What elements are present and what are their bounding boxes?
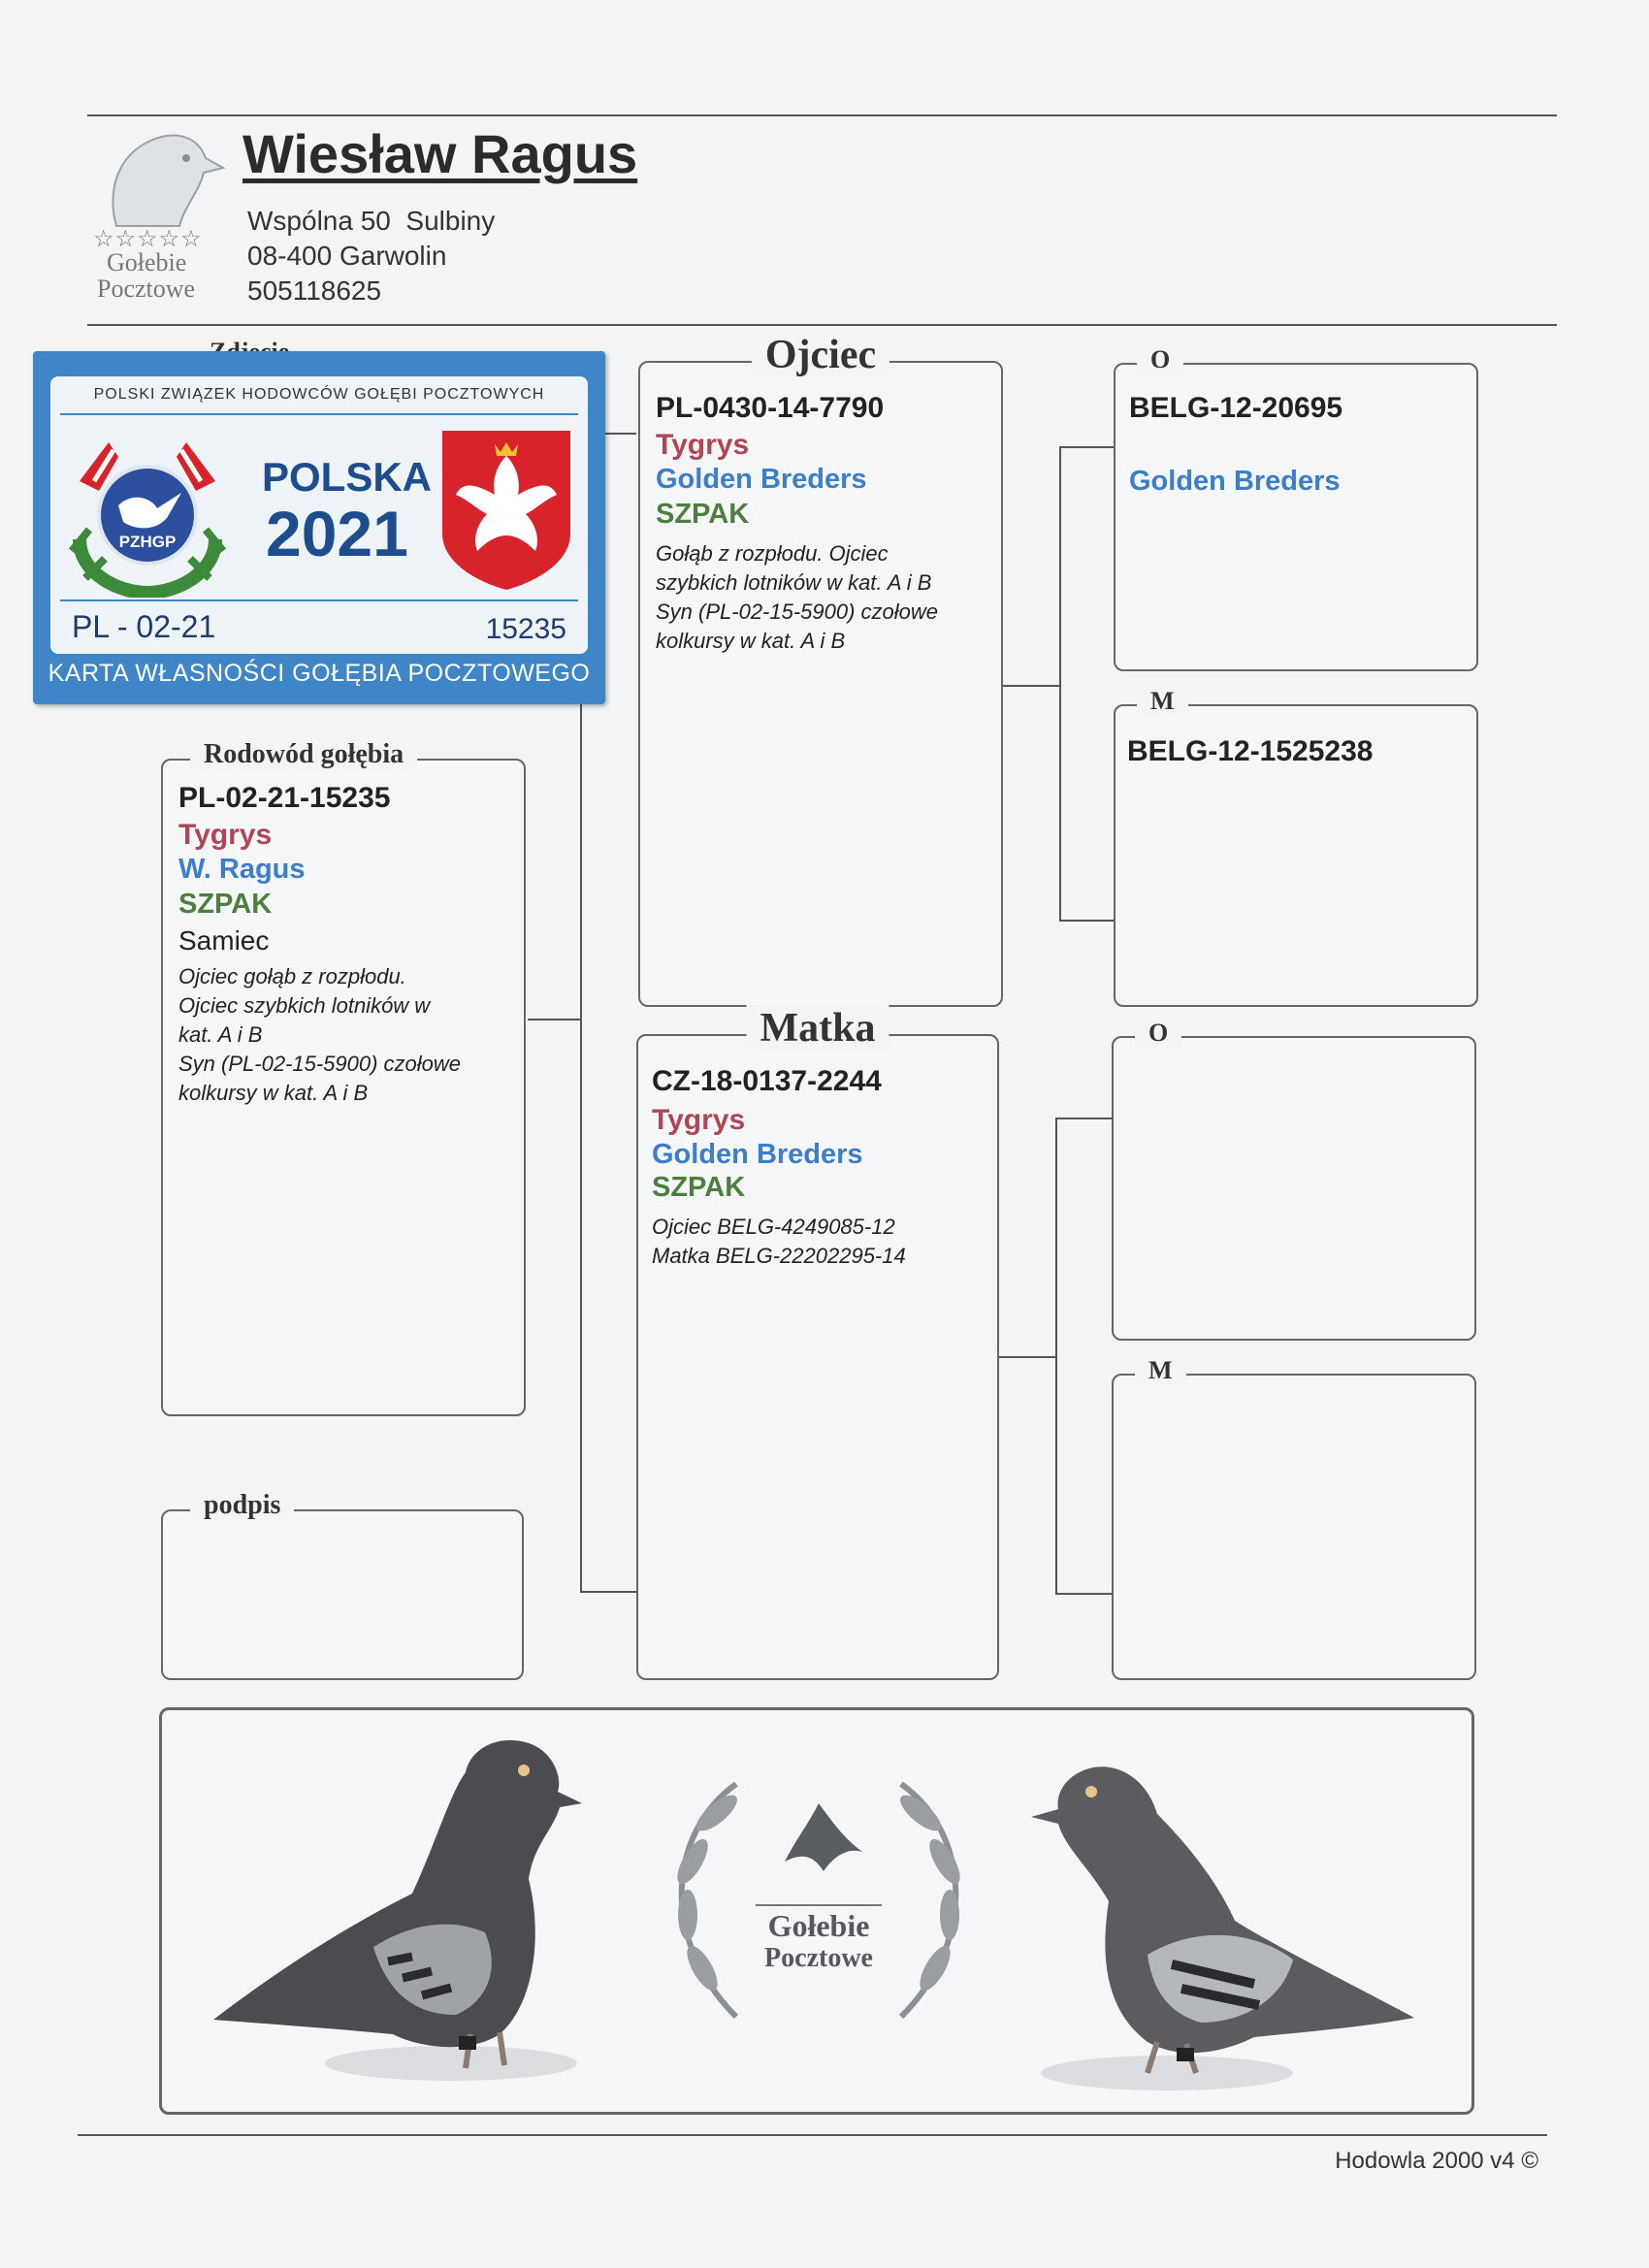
logo-text-2: Pocztowe [97, 275, 196, 303]
pigeon-breeder: W. Ragus [178, 854, 306, 885]
mf-legend: O [1135, 1019, 1181, 1048]
pigeon-note: Ojciec gołąb z rozpłodu. [178, 964, 406, 988]
owner-address-2: 08-400 Garwolin [247, 241, 447, 271]
card-association: POLSKI ZWIĄZEK HODOWCÓW GOŁĘBI POCZTOWYCH [93, 386, 545, 403]
mf-box [1112, 1019, 1476, 1341]
pigeon-box [161, 739, 526, 1416]
father-note: szybkich lotników w kat. A i B [656, 570, 932, 595]
pigeon-note: Syn (PL-02-15-5900) czołowe [178, 1052, 462, 1076]
card-footer: KARTA WŁASNOŚCI GOŁĘBIA POCZTOWEGO [48, 660, 591, 687]
pigeon-note: kolkursy w kat. A i B [178, 1081, 369, 1105]
ff-breeder: Golden Breders [1129, 466, 1341, 497]
card-inner [50, 376, 588, 654]
pzhgp-logo-text: PZHGP [118, 533, 177, 551]
footer-credit: Hodowla 2000 v4 © [1335, 2148, 1538, 2174]
header-top-rule [87, 114, 1557, 116]
signature-legend: podpis [190, 1490, 294, 1521]
connector-pigeon [528, 1019, 582, 1021]
signature-box [161, 1490, 524, 1680]
pigeon-type: SZPAK [178, 889, 273, 920]
father-note: kolkursy w kat. A i B [656, 629, 846, 653]
connector-to-mf [1055, 1118, 1112, 1119]
card-top-rule [60, 413, 578, 415]
father-breeder: Golden Breders [656, 464, 867, 495]
connector-father [1003, 685, 1061, 687]
connector-to-mother [580, 1591, 636, 1593]
card-ring-prefix: PL - 02-21 [72, 609, 216, 644]
mother-breeder: Golden Breders [652, 1139, 863, 1170]
connector-to-ff [1059, 446, 1114, 448]
connector-mother [999, 1356, 1057, 1358]
mother-legend: Matka [747, 1005, 889, 1052]
mother-color: Tygrys [652, 1104, 746, 1136]
father-note: Syn (PL-02-15-5900) czołowe [656, 599, 939, 624]
connector-to-fm [1059, 920, 1114, 922]
pigeon-legend: Rodowód gołębia [190, 739, 417, 770]
pigeon-note: kat. A i B [178, 1022, 263, 1047]
father-legend: Ojciec [752, 332, 889, 378]
laurel-emblem-icon [649, 1745, 988, 2056]
left-pigeon-illustration-icon [209, 1724, 616, 2092]
header-logo [87, 124, 233, 303]
card-ring-number: 15235 [485, 613, 566, 645]
ownership-card [33, 351, 605, 704]
emblem-text-1: Gołebie [767, 1908, 870, 1943]
owner-name: Wiesław Ragus [242, 123, 638, 184]
connector-to-mm [1055, 1593, 1112, 1595]
pigeon-ring: PL-02-21-15235 [178, 782, 391, 814]
father-notes [656, 539, 938, 656]
footer-rule [78, 2134, 1547, 2136]
mm-legend: M [1135, 1356, 1186, 1385]
emblem-text-2: Pocztowe [764, 1943, 873, 1973]
logo-text-1: Gołebie [107, 248, 187, 276]
mother-ring: CZ-18-0137-2244 [652, 1065, 882, 1097]
connector-mother-vertical [1055, 1118, 1057, 1595]
pigeon-head-icon [87, 124, 233, 231]
fm-box [1114, 687, 1478, 1007]
father-type: SZPAK [656, 499, 750, 530]
header-bottom-rule [87, 324, 1557, 326]
illustration-box [159, 1707, 1474, 2115]
pigeon-color: Tygrys [178, 819, 273, 851]
card-divider [60, 599, 578, 601]
pzhgp-logo-icon [60, 423, 235, 598]
card-country: POLSKA [262, 454, 433, 500]
pigeon-note: Ojciec szybkich lotników w [178, 993, 431, 1018]
ff-ring: BELG-12-20695 [1129, 392, 1343, 424]
right-pigeon-illustration-icon [1002, 1732, 1419, 2100]
ff-legend: O [1137, 345, 1183, 374]
mother-box [636, 1006, 999, 1680]
father-note: Gołąb z rozpłodu. Ojciec [656, 541, 889, 566]
pigeon-sex: Samiec [178, 925, 270, 956]
logo-stars: ☆☆☆☆☆ [93, 226, 203, 252]
father-color: Tygrys [656, 429, 750, 461]
mm-box [1112, 1356, 1476, 1680]
mother-note: Ojciec BELG-4249085-12 [652, 1215, 895, 1239]
mother-type: SZPAK [652, 1172, 746, 1203]
connector-father-vertical [1059, 446, 1061, 922]
ff-box [1114, 345, 1478, 671]
mother-note: Matka BELG-22202295-14 [652, 1244, 906, 1268]
card-year: 2021 [266, 498, 408, 569]
pigeon-notes [178, 962, 461, 1108]
fm-ring: BELG-12-1525238 [1127, 735, 1374, 767]
father-ring: PL-0430-14-7790 [656, 392, 885, 424]
owner-phone: 505118625 [247, 275, 382, 306]
fm-legend: M [1137, 687, 1188, 716]
owner-address-1: Wspólna 50 Sulbiny [247, 206, 496, 236]
polish-eagle-icon [438, 427, 574, 592]
mother-notes [652, 1213, 906, 1271]
father-box [638, 333, 1003, 1007]
